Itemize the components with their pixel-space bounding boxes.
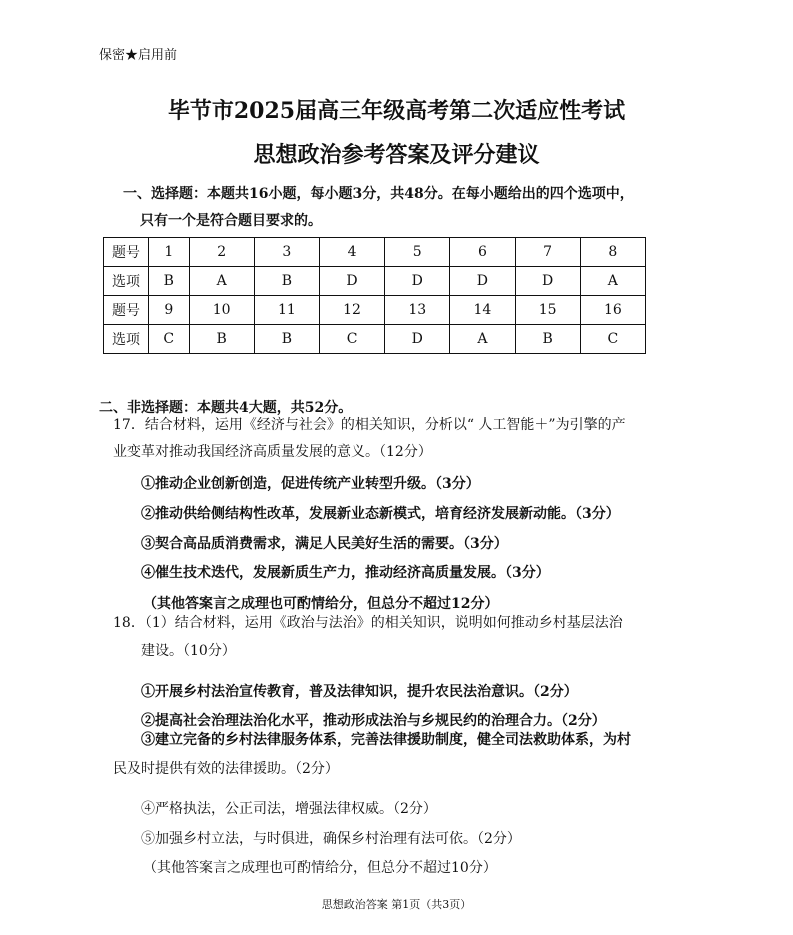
table-cell: D — [450, 267, 515, 296]
table-cell: B — [515, 325, 580, 354]
document-title: 思想政治参考答案及评分建议 — [253, 142, 540, 168]
table-cell: 16 — [580, 296, 645, 325]
section1-instructions-line2: 只有一个是符合题目要求的。 — [140, 213, 322, 229]
confidential-label: 保密★启用前 — [99, 48, 178, 63]
row-label: 选项 — [104, 325, 149, 354]
table-cell: A — [450, 325, 515, 354]
table-cell: 14 — [450, 296, 515, 325]
table-cell: 11 — [254, 296, 319, 325]
row-label: 题号 — [104, 296, 149, 325]
q18-prompt-line1: 18．（1）结合材料，运用《政治与法治》的相关知识，说明如何推动乡村基层法治 — [113, 615, 623, 631]
table-cell: 13 — [385, 296, 450, 325]
table-cell: 6 — [450, 238, 515, 267]
q18-prompt-line2: 建设。（10分） — [141, 643, 236, 659]
table-cell: 5 — [385, 238, 450, 267]
table-cell: A — [189, 267, 254, 296]
table-row — [104, 238, 646, 267]
table-cell: 4 — [319, 238, 384, 267]
table-cell: 1 — [149, 238, 190, 267]
table-cell: 2 — [189, 238, 254, 267]
table-cell: 8 — [580, 238, 645, 267]
row-label: 题号 — [104, 238, 149, 267]
table-cell: 12 — [319, 296, 384, 325]
table-cell: 3 — [254, 238, 319, 267]
table-cell: 9 — [149, 296, 190, 325]
table-row — [104, 267, 646, 296]
table-cell: B — [254, 267, 319, 296]
q18-point: ②提高社会治理法治化水平，推动形成法治与乡规民约的治理合力。（2分） — [141, 713, 606, 729]
q18-point: ①开展乡村法治宣传教育，普及法律知识，提升农民法治意识。（2分） — [141, 684, 578, 700]
section1-instructions-line1: 一、选择题：本题共16小题，每小题3分，共48分。在每小题给出的四个选项中， — [123, 186, 634, 202]
q18-point: ③建立完备的乡村法律服务体系，完善法律援助制度，健全司法救助体系，为村 — [141, 732, 631, 748]
q18-point: ⑤加强乡村立法，与时俱进，确保乡村治理有法可依。（2分） — [141, 831, 521, 847]
table-cell: A — [580, 267, 645, 296]
q17-point: ④催生技术迭代，发展新质生产力，推动经济高质量发展。（3分） — [141, 565, 550, 581]
table-cell: 7 — [515, 238, 580, 267]
q17-note: （其他答案言之成理也可酌情给分，但总分不超过12分） — [143, 596, 499, 612]
q18-point-continuation: 民及时提供有效的法律援助。（2分） — [113, 761, 339, 777]
exam-title: 毕节市2025届高三年级高考第二次适应性考试 — [167, 98, 626, 124]
table-cell: 10 — [189, 296, 254, 325]
table-cell: D — [319, 267, 384, 296]
table-cell: 15 — [515, 296, 580, 325]
table-cell: B — [189, 325, 254, 354]
q17-point: ②推动供给侧结构性改革，发展新业态新模式，培育经济发展新动能。（3分） — [141, 506, 620, 522]
answer-table — [103, 237, 646, 354]
table-cell: C — [580, 325, 645, 354]
table-cell: B — [149, 267, 190, 296]
q18-note: （其他答案言之成理也可酌情给分，但总分不超过10分） — [143, 860, 497, 876]
q17-point: ③契合高品质消费需求，满足人民美好生活的需要。（3分） — [141, 536, 508, 552]
table-row — [104, 325, 646, 354]
q18-point: ④严格执法，公正司法，增强法律权威。（2分） — [141, 801, 437, 817]
row-label: 选项 — [104, 267, 149, 296]
table-cell: D — [385, 267, 450, 296]
q17-point: ①推动企业创新创造，促进传统产业转型升级。（3分） — [141, 476, 480, 492]
page-footer: 思想政治答案 第1页（共3页） — [321, 898, 472, 911]
q17-prompt-line2: 业变革对推动我国经济高质量发展的意义。（12分） — [113, 444, 432, 460]
table-cell: D — [515, 267, 580, 296]
table-row — [104, 296, 646, 325]
section2-heading: 二、非选择题：本题共4大题，共52分。 — [99, 400, 353, 416]
table-cell: C — [319, 325, 384, 354]
table-cell: D — [385, 325, 450, 354]
table-cell: B — [254, 325, 319, 354]
table-cell: C — [149, 325, 190, 354]
q17-prompt-line1: 17．结合材料，运用《经济与社会》的相关知识，分析以“ 人工智能＋”为引擎的产 — [113, 417, 626, 433]
